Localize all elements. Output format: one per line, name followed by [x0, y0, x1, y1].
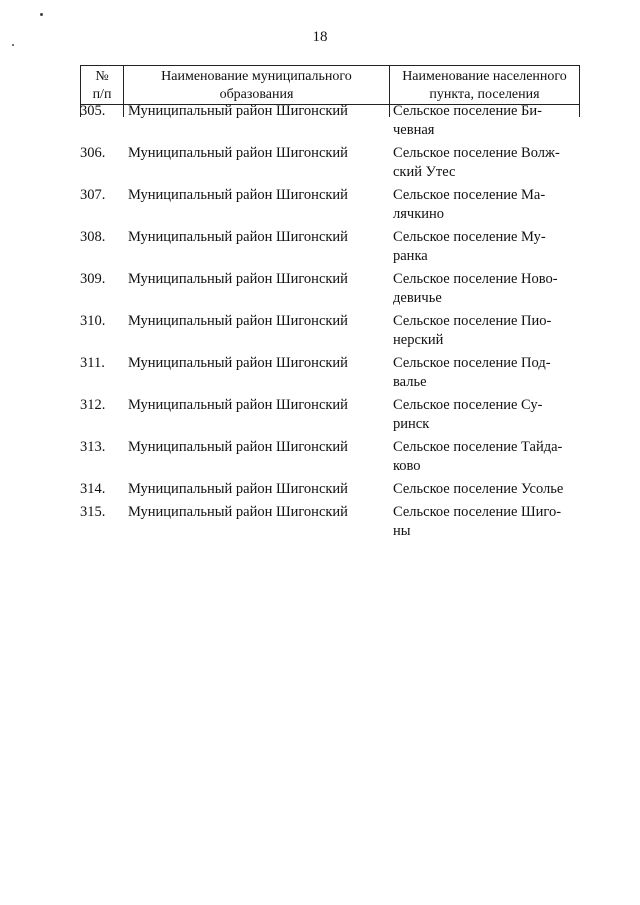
table-row	[80, 102, 580, 144]
table-row	[80, 354, 580, 396]
row-number: 308.	[80, 229, 106, 245]
row-settlement	[393, 228, 580, 270]
row-municipality: Муниципальный район Шигонский	[128, 103, 348, 119]
settlement-line: ринск	[393, 416, 430, 432]
row-number: 310.	[80, 313, 106, 329]
settlement-line: ково	[393, 458, 421, 474]
settlement-line: девичье	[393, 290, 442, 306]
row-municipality: Муниципальный район Шигонский	[128, 397, 348, 413]
settlement-line: Сельское поселение Ново-	[393, 271, 558, 287]
row-settlement	[393, 503, 580, 545]
row-municipality: Муниципальный район Шигонский	[128, 187, 348, 203]
table-row	[80, 312, 580, 354]
settlements-table-body	[80, 102, 580, 545]
row-settlement	[393, 480, 580, 503]
row-number: 314.	[80, 481, 106, 497]
table-row	[80, 480, 580, 503]
settlement-line: ский Утес	[393, 164, 456, 180]
row-municipality: Муниципальный район Шигонский	[128, 271, 348, 287]
table-row	[80, 396, 580, 438]
settlement-line: Сельское поселение Би-	[393, 103, 542, 119]
row-number: 313.	[80, 439, 106, 455]
settlement-line: Сельское поселение Ма-	[393, 187, 546, 203]
settlement-line: Сельское поселение Су-	[393, 397, 543, 413]
table-row	[80, 270, 580, 312]
page-number: 18	[312, 29, 328, 45]
row-municipality: Муниципальный район Шигонский	[128, 481, 348, 497]
row-number: 315.	[80, 504, 106, 520]
header-number-line2: п/п	[81, 86, 123, 105]
settlement-line: нерский	[393, 332, 444, 348]
table-row	[80, 503, 580, 545]
row-municipality: Муниципальный район Шигонский	[128, 355, 348, 371]
row-number: 307.	[80, 187, 106, 203]
table-row	[80, 228, 580, 270]
scan-speck	[40, 13, 43, 16]
row-settlement	[393, 144, 580, 186]
row-settlement	[393, 270, 580, 312]
row-settlement	[393, 312, 580, 354]
settlement-line: ны	[393, 523, 411, 539]
row-municipality: Муниципальный район Шигонский	[128, 229, 348, 245]
row-settlement	[393, 438, 580, 480]
header-municipality-line1: Наименование муниципального	[161, 69, 352, 84]
settlement-line: лячкино	[393, 206, 445, 222]
row-municipality: Муниципальный район Шигонский	[128, 439, 348, 455]
table-row	[80, 186, 580, 228]
row-municipality: Муниципальный район Шигонский	[128, 504, 348, 520]
settlement-line: Сельское поселение Усолье	[393, 481, 564, 497]
row-municipality: Муниципальный район Шигонский	[128, 313, 348, 329]
settlement-line: валье	[393, 374, 427, 390]
settlement-line: Сельское поселение Пио-	[393, 313, 552, 329]
header-number-line1: №	[95, 69, 109, 84]
settlement-line: Сельское поселение Му-	[393, 229, 546, 245]
row-number: 306.	[80, 145, 106, 161]
settlement-line: Сельское поселение Тайда-	[393, 439, 563, 455]
settlement-line: Сельское поселение Шиго-	[393, 504, 562, 520]
row-number: 312.	[80, 397, 106, 413]
row-number: 311.	[80, 355, 105, 371]
header-settlement-line1: Наименование населенного	[402, 69, 567, 84]
header-municipality-line2: образования	[124, 86, 389, 105]
header-settlement-line2: пункта, поселения	[390, 86, 579, 105]
settlement-line: Сельское поселение Под-	[393, 355, 551, 371]
settlement-line: чевная	[393, 122, 435, 138]
row-number: 309.	[80, 271, 106, 287]
row-number: 305.	[80, 103, 106, 119]
row-settlement	[393, 354, 580, 396]
table-row	[80, 438, 580, 480]
row-municipality: Муниципальный район Шигонский	[128, 145, 348, 161]
table-row	[80, 144, 580, 186]
row-settlement	[393, 186, 580, 228]
row-settlement	[393, 102, 580, 144]
row-settlement	[393, 396, 580, 438]
settlement-line: ранка	[393, 248, 428, 264]
settlement-line: Сельское поселение Волж-	[393, 145, 560, 161]
